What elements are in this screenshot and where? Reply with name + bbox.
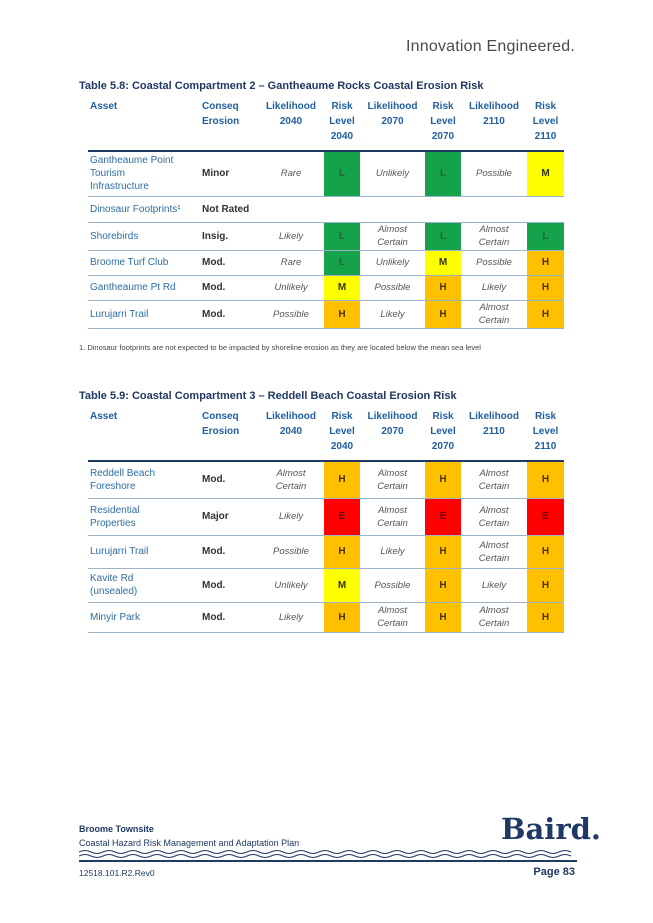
- text-line: Level: [329, 426, 355, 437]
- consequence-cell: Mod.: [200, 275, 258, 300]
- text-line: Unlikely: [274, 579, 308, 591]
- col-header-asset: [88, 97, 200, 151]
- likelihood-cell: [461, 461, 527, 498]
- risk-level-cell: L: [527, 222, 564, 250]
- risk-level-cell: H: [527, 602, 564, 632]
- text-line: Certain: [478, 552, 510, 564]
- text-line: Likelihood: [266, 411, 316, 422]
- consequence-cell: Insig.: [200, 222, 258, 250]
- text-line: Possible: [273, 308, 309, 320]
- text-line: 2040: [279, 426, 303, 437]
- text-line: Kavite Rd: [90, 573, 134, 584]
- risk-level-cell: L: [324, 222, 360, 250]
- text-line: 2040: [279, 116, 303, 127]
- text-line: Possible: [273, 546, 309, 557]
- text-line: Level: [532, 426, 559, 437]
- risk-level-cell: M: [425, 250, 461, 275]
- table-row: [88, 196, 564, 222]
- risk-level-cell: L: [324, 151, 360, 196]
- asset-cell: [88, 535, 200, 568]
- footer-document-reference: 12518.101.R2.Rev0: [79, 868, 155, 878]
- text-line: 2110: [534, 441, 557, 452]
- risk-level-cell: H: [425, 461, 461, 498]
- text-line: Risk: [534, 411, 557, 422]
- text-line: Likely: [481, 282, 507, 293]
- risk-level-cell: H: [527, 568, 564, 602]
- text-line: Almost: [479, 539, 509, 551]
- text-line: Risk: [432, 411, 454, 422]
- likelihood-cell: [360, 461, 425, 498]
- wave-divider-icon: [79, 848, 577, 864]
- text-line: Almost: [377, 605, 408, 616]
- col-header-likelihood-2070: [360, 97, 425, 151]
- text-line: Minyir Park: [90, 611, 141, 623]
- text-line: Almost: [276, 467, 306, 479]
- col-header-risk-2070: [425, 407, 461, 461]
- col-header-likelihood-2110: [461, 407, 527, 461]
- text-line: 2070: [381, 426, 404, 437]
- likelihood-cell: [360, 535, 425, 568]
- text-line: Almost: [377, 467, 408, 479]
- text-line: Certain: [478, 480, 510, 492]
- text-line: Certain: [377, 618, 408, 629]
- text-line: (unsealed): [90, 586, 138, 597]
- text-line: Unlikely: [375, 168, 410, 180]
- text-line: Likely: [380, 308, 405, 320]
- risk-level-cell: M: [527, 151, 564, 196]
- table-row: [88, 461, 564, 498]
- likelihood-cell: [461, 275, 527, 300]
- table-1-caption: Table 5.8: Coastal Compartment 2 – Gantheaume Rocks Coastal Erosion Risk: [79, 80, 484, 92]
- text-line: Risk: [331, 101, 353, 112]
- text-line: 2070: [431, 131, 455, 142]
- text-line: Level: [430, 116, 456, 127]
- col-header-risk-2070: [425, 97, 461, 151]
- text-line: Likely: [278, 230, 304, 242]
- header-tagline: Innovation Engineered.: [406, 38, 575, 55]
- col-header-risk-2110: [527, 407, 564, 461]
- consequence-cell: Mod.: [200, 602, 258, 632]
- risk-level-cell: H: [324, 461, 360, 498]
- text-line: Level: [329, 116, 355, 127]
- text-line: Likelihood: [469, 101, 519, 112]
- consequence-cell: Mod.: [200, 535, 258, 568]
- text-line: Risk: [331, 411, 353, 422]
- col-header-likelihood-2110: [461, 97, 527, 151]
- col-header-risk-2040: [324, 97, 360, 151]
- risk-level-cell: H: [527, 250, 564, 275]
- text-line: Certain: [377, 480, 408, 492]
- footer-report-subtitle: Coastal Hazard Risk Management and Adaptation Plan: [79, 838, 300, 848]
- text-line: Properties: [90, 517, 136, 529]
- risk-level-cell: M: [324, 275, 360, 300]
- likelihood-cell: [360, 222, 425, 250]
- col-header-likelihood-2070: [360, 407, 425, 461]
- likelihood-cell: [461, 498, 527, 535]
- text-line: Possible: [476, 168, 512, 180]
- asset-cell: [88, 196, 200, 222]
- text-line: Unlikely: [375, 257, 410, 268]
- col-header-asset: [88, 407, 200, 461]
- text-line: Infrastructure: [90, 181, 149, 193]
- table-row: [88, 535, 564, 568]
- text-line: Certain: [478, 618, 510, 629]
- risk-level-cell: L: [425, 151, 461, 196]
- text-line: Reddell Beach: [90, 467, 156, 479]
- text-line: 2070: [431, 441, 455, 452]
- text-line: Erosion: [202, 116, 240, 127]
- text-line: Likelihood: [469, 411, 519, 422]
- risk-level-cell: H: [425, 275, 461, 300]
- asset-cell: [88, 568, 200, 602]
- text-line: Risk: [534, 101, 557, 112]
- text-line: Erosion: [202, 426, 240, 437]
- text-line: Gantheaume Point: [90, 155, 174, 167]
- likelihood-cell: [258, 275, 324, 300]
- consequence-cell: Mod.: [200, 250, 258, 275]
- risk-level-cell: H: [527, 275, 564, 300]
- risk-level-cell: H: [425, 300, 461, 328]
- text-line: Possible: [374, 282, 411, 293]
- text-line: Residential: [90, 504, 140, 516]
- text-line: Conseq: [202, 101, 239, 112]
- text-line: Conseq: [202, 411, 239, 422]
- risk-level-cell: H: [324, 602, 360, 632]
- text-line: 2040: [330, 131, 354, 142]
- col-header-conseq: [200, 407, 258, 461]
- text-line: Risk: [432, 101, 454, 112]
- page-number: Page 83: [533, 866, 575, 878]
- likelihood-cell: [360, 602, 425, 632]
- table-row: [88, 498, 564, 535]
- text-line: Broome Turf Club: [90, 257, 169, 268]
- risk-level-cell: E: [324, 498, 360, 535]
- not-rated-cell: Not Rated: [200, 196, 564, 222]
- risk-level-cell: H: [425, 568, 461, 602]
- text-line: 2110: [483, 116, 505, 127]
- likelihood-cell: [258, 568, 324, 602]
- footer-report-title: Broome Townsite: [79, 824, 154, 834]
- text-line: Unlikely: [274, 282, 308, 293]
- likelihood-cell: [258, 498, 324, 535]
- risk-level-cell: M: [324, 568, 360, 602]
- text-line: 2110: [483, 426, 505, 437]
- text-line: Possible: [476, 257, 512, 268]
- text-line: Lurujarri Trail: [90, 308, 149, 320]
- text-line: Rare: [280, 168, 302, 180]
- likelihood-cell: [461, 300, 527, 328]
- col-header-likelihood-2040: [258, 97, 324, 151]
- likelihood-cell: [461, 602, 527, 632]
- table-header-row: [88, 97, 564, 151]
- table-row: [88, 250, 564, 275]
- likelihood-cell: [461, 222, 527, 250]
- text-line: Certain: [377, 517, 408, 529]
- text-line: Almost: [479, 504, 509, 516]
- text-line: Level: [430, 426, 456, 437]
- text-line: Possible: [374, 579, 411, 591]
- likelihood-cell: [258, 151, 324, 196]
- risk-level-cell: H: [324, 535, 360, 568]
- table-1-coastal-compartment-2: [88, 97, 564, 329]
- text-line: Gantheaume Pt Rd: [90, 282, 176, 293]
- risk-level-cell: H: [324, 300, 360, 328]
- risk-level-cell: H: [425, 535, 461, 568]
- table-2-caption: Table 5.9: Coastal Compartment 3 – Reddell Beach Coastal Erosion Risk: [79, 390, 457, 402]
- likelihood-cell: [258, 250, 324, 275]
- text-line: 2040: [330, 441, 354, 452]
- text-line: Rare: [280, 257, 302, 268]
- text-line: Certain: [478, 315, 510, 326]
- asset-cell: [88, 300, 200, 328]
- likelihood-cell: [360, 275, 425, 300]
- risk-level-cell: H: [527, 535, 564, 568]
- col-header-risk-2110: [527, 97, 564, 151]
- table-row: [88, 275, 564, 300]
- col-header-risk-2040: [324, 407, 360, 461]
- consequence-cell: Mod.: [200, 461, 258, 498]
- asset-cell: [88, 151, 200, 196]
- risk-level-cell: H: [425, 602, 461, 632]
- table-header-row: [88, 407, 564, 461]
- text-line: 2110: [534, 131, 557, 142]
- asset-cell: [88, 250, 200, 275]
- text-line: Certain: [478, 517, 510, 529]
- col-header-conseq: [200, 97, 258, 151]
- text-line: Likely: [481, 579, 507, 591]
- text-line: Likely: [278, 511, 304, 522]
- consequence-cell: Major: [200, 498, 258, 535]
- table-1-footnote: 1. Dinosaur footprints are not expected to be impacted by shoreline erosion as they are located below the mean sea level: [79, 343, 481, 352]
- text-line: Lurujarri Trail: [90, 546, 149, 557]
- likelihood-cell: [461, 151, 527, 196]
- asset-cell: [88, 461, 200, 498]
- text-line: Likely: [380, 546, 405, 557]
- table-row: [88, 602, 564, 632]
- likelihood-cell: [461, 535, 527, 568]
- table-2-coastal-compartment-3: [88, 407, 564, 633]
- likelihood-cell: [258, 461, 324, 498]
- text-line: Almost: [479, 605, 509, 616]
- risk-level-cell: H: [527, 461, 564, 498]
- table-row: [88, 222, 564, 250]
- text-line: Tourism: [90, 168, 126, 180]
- text-line: Dinosaur Footprints¹: [90, 203, 181, 215]
- likelihood-cell: [258, 535, 324, 568]
- text-line: Asset: [90, 411, 118, 422]
- risk-level-cell: E: [425, 498, 461, 535]
- asset-cell: [88, 275, 200, 300]
- table-row: [88, 568, 564, 602]
- text-line: Almost: [377, 224, 408, 235]
- likelihood-cell: [360, 151, 425, 196]
- text-line: Almost: [479, 302, 509, 313]
- text-line: Likely: [278, 611, 304, 623]
- likelihood-cell: [258, 222, 324, 250]
- likelihood-cell: [461, 568, 527, 602]
- asset-cell: [88, 498, 200, 535]
- text-line: Foreshore: [90, 480, 136, 492]
- likelihood-cell: [258, 602, 324, 632]
- risk-level-cell: E: [527, 498, 564, 535]
- risk-level-cell: L: [425, 222, 461, 250]
- table-row: [88, 300, 564, 328]
- col-header-likelihood-2040: [258, 407, 324, 461]
- text-line: Almost: [479, 467, 509, 479]
- text-line: 2070: [381, 116, 404, 127]
- likelihood-cell: [360, 498, 425, 535]
- risk-level-cell: H: [527, 300, 564, 328]
- text-line: Certain: [377, 237, 408, 248]
- text-line: Certain: [275, 480, 307, 492]
- likelihood-cell: [258, 300, 324, 328]
- text-line: Shorebirds: [90, 230, 139, 242]
- text-line: Certain: [478, 237, 510, 248]
- consequence-cell: Mod.: [200, 568, 258, 602]
- text-line: Almost: [377, 504, 408, 516]
- consequence-cell: Minor: [200, 151, 258, 196]
- likelihood-cell: [360, 300, 425, 328]
- baird-logo: Baird.: [501, 812, 601, 846]
- asset-cell: [88, 222, 200, 250]
- text-line: Asset: [90, 101, 118, 112]
- text-line: Likelihood: [367, 101, 418, 112]
- likelihood-cell: [360, 250, 425, 275]
- text-line: Almost: [479, 224, 509, 235]
- table-row: [88, 151, 564, 196]
- text-line: Likelihood: [266, 101, 316, 112]
- text-line: Likelihood: [367, 411, 418, 422]
- risk-level-cell: L: [324, 250, 360, 275]
- likelihood-cell: [461, 250, 527, 275]
- likelihood-cell: [360, 568, 425, 602]
- consequence-cell: Mod.: [200, 300, 258, 328]
- asset-cell: [88, 602, 200, 632]
- text-line: Level: [532, 116, 559, 127]
